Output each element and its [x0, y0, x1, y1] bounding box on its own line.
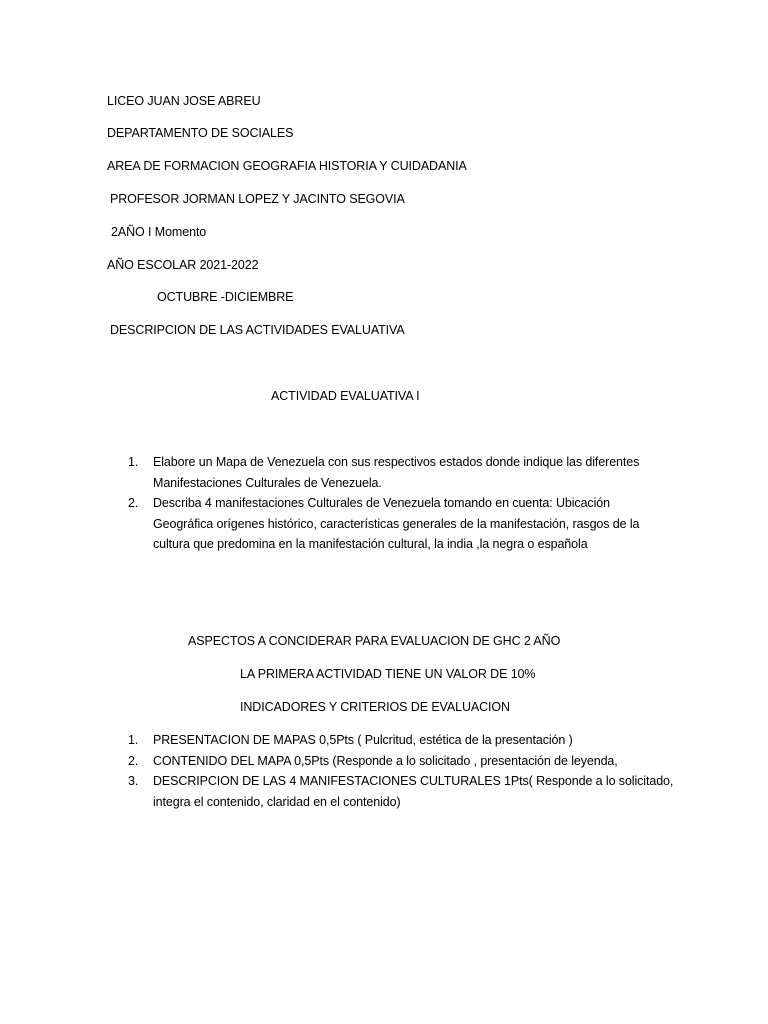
activity-list	[128, 452, 639, 555]
item-number: 1.	[128, 733, 139, 747]
first-activity-value: LA PRIMERA ACTIVIDAD TIENE UN VALOR DE 10%	[240, 667, 536, 681]
school-name: LICEO JUAN JOSE ABREU	[107, 94, 261, 108]
item-text-line: Manifestaciones Culturales de Venezuela.	[153, 475, 382, 490]
list-item	[128, 751, 673, 772]
list-item	[128, 771, 673, 812]
teachers-line: PROFESOR JORMAN LOPEZ Y JACINTO SEGOVIA	[110, 192, 405, 206]
item-number: 1.	[128, 455, 139, 469]
list-item	[128, 730, 673, 751]
item-text-line: Geográfica orígenes histórico, características generales de la manifestación, rasgos de la	[153, 516, 640, 531]
list-item	[128, 452, 639, 493]
item-text-line: Describa 4 manifestaciones Culturales de Venezuela tomando en cuenta: Ubicación	[153, 496, 610, 510]
item-number: 2.	[128, 753, 139, 768]
period-line: OCTUBRE -DICIEMBRE	[157, 290, 294, 304]
criteria-list	[128, 730, 673, 812]
item-text-line: PRESENTACION DE MAPAS 0,5Pts ( Pulcritud, estética de la presentación )	[153, 733, 573, 747]
item-text-line: DESCRIPCION DE LAS 4 MANIFESTACIONES CULTURALES 1Pts( Responde a lo solicitado,	[153, 774, 674, 788]
list-item	[128, 493, 639, 555]
description-title: DESCRIPCION DE LAS ACTIVIDADES EVALUATIVA	[110, 323, 405, 337]
item-text-line: CONTENIDO DEL MAPA 0,5Pts (Responde a lo solicitado , presentación de leyenda,	[153, 753, 618, 768]
criteria-title: INDICADORES Y CRITERIOS DE EVALUACION	[240, 700, 510, 714]
item-text-line: Elabore un Mapa de Venezuela con sus respectivos estados donde indique las diferentes	[153, 455, 640, 469]
item-number: 2.	[128, 496, 139, 510]
area-name: AREA DE FORMACION GEOGRAFIA HISTORIA Y CUIDADANIA	[107, 159, 467, 173]
aspects-title: ASPECTOS A CONCIDERAR PARA EVALUACION DE GHC 2 AÑO	[188, 634, 561, 648]
activity-title: ACTIVIDAD EVALUATIVA I	[271, 389, 420, 403]
school-year-line: AÑO ESCOLAR 2021-2022	[107, 258, 259, 272]
item-text-line: cultura que predomina en la manifestación cultural, la india ,la negra o española	[153, 537, 588, 551]
item-text-line: integra el contenido, claridad en el contenido)	[153, 794, 401, 809]
item-number: 3.	[128, 774, 139, 788]
department-name: DEPARTAMENTO DE SOCIALES	[107, 126, 294, 140]
year-moment-line: 2AÑO I Momento	[111, 225, 207, 239]
